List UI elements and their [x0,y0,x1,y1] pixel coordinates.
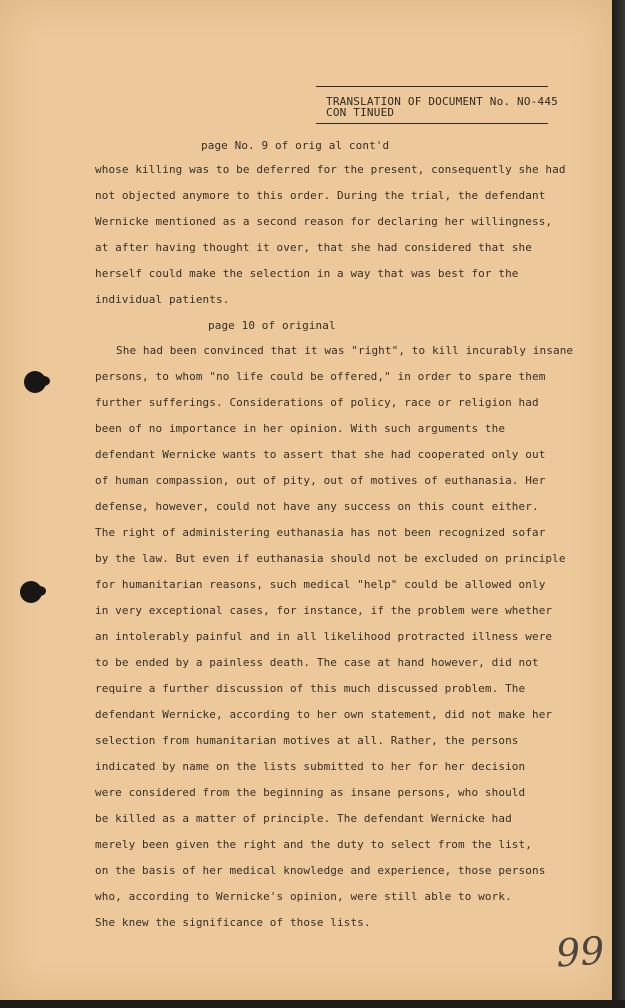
body-line: not objected anymore to this order. During the trial, the defendant [95,189,546,202]
scanner-edge-right [612,0,625,1008]
body-line: on the basis of her medical knowledge and experience, those persons [95,864,546,877]
body-line: merely been given the right and the duty to select from the list, [95,838,532,851]
punch-hole [24,371,46,393]
scanner-edge-bottom [0,1000,625,1008]
body-line: an intolerably painful and in all likelihood protracted illness were [95,630,553,643]
body-line: indicated by name on the lists submitted to her for her decision [95,760,526,773]
body-line: individual patients. [95,293,230,306]
body-line: defendant Wernicke, according to her own statement, did not make her [95,708,553,721]
body-line: herself could make the selection in a way that was best for the [95,267,519,280]
body-line: been of no importance in her opinion. With such arguments the [95,422,506,435]
body-line: persons, to whom "no life could be offered," in order to spare them [95,370,546,383]
body-line: She had been convinced that it was "right", to kill incurably insane [116,344,574,357]
body-line: by the law. But even if euthanasia should not be excluded on principle [95,552,566,565]
body-line: at after having thought it over, that she had considered that she [95,241,532,254]
translation-header [316,86,558,124]
page-reference-9: page No. 9 of orig al cont'd [201,139,390,152]
body-line: require a further discussion of this much discussed problem. The [95,682,526,695]
body-line: The right of administering euthanasia has not been recognized sofar [95,526,546,539]
body-line: of human compassion, out of pity, out of motives of euthanasia. Her [95,474,546,487]
body-line: were considered from the beginning as insane persons, who should [95,786,526,799]
body-line: whose killing was to be deferred for the present, consequently she had [95,163,566,176]
body-line: for humanitarian reasons, such medical "help" could be allowed only [95,578,546,591]
header-line-1: TRANSLATION OF DOCUMENT No. NO-445 [326,95,558,108]
handwritten-page-number: 99 [554,928,606,976]
body-line: selection from humanitarian motives at all. Rather, the persons [95,734,519,747]
body-line: defendant Wernicke wants to assert that she had cooperated only out [95,448,546,461]
header-line-2: CON TINUED [326,106,395,119]
body-line: further sufferings. Considerations of policy, race or religion had [95,396,539,409]
body-line: defense, however, could not have any success on this count either. [95,500,539,513]
body-line: in very exceptional cases, for instance, if the problem were whether [95,604,553,617]
body-line: be killed as a matter of principle. The defendant Wernicke had [95,812,512,825]
body-line: Wernicke mentioned as a second reason for declaring her willingness, [95,215,553,228]
punch-hole [20,581,42,603]
body-line: She knew the significance of those lists. [95,916,371,929]
body-line: to be ended by a painless death. The case at hand however, did not [95,656,539,669]
page-reference-10: page 10 of original [208,319,336,332]
body-line: who, according to Wernicke's opinion, were still able to work. [95,890,512,903]
